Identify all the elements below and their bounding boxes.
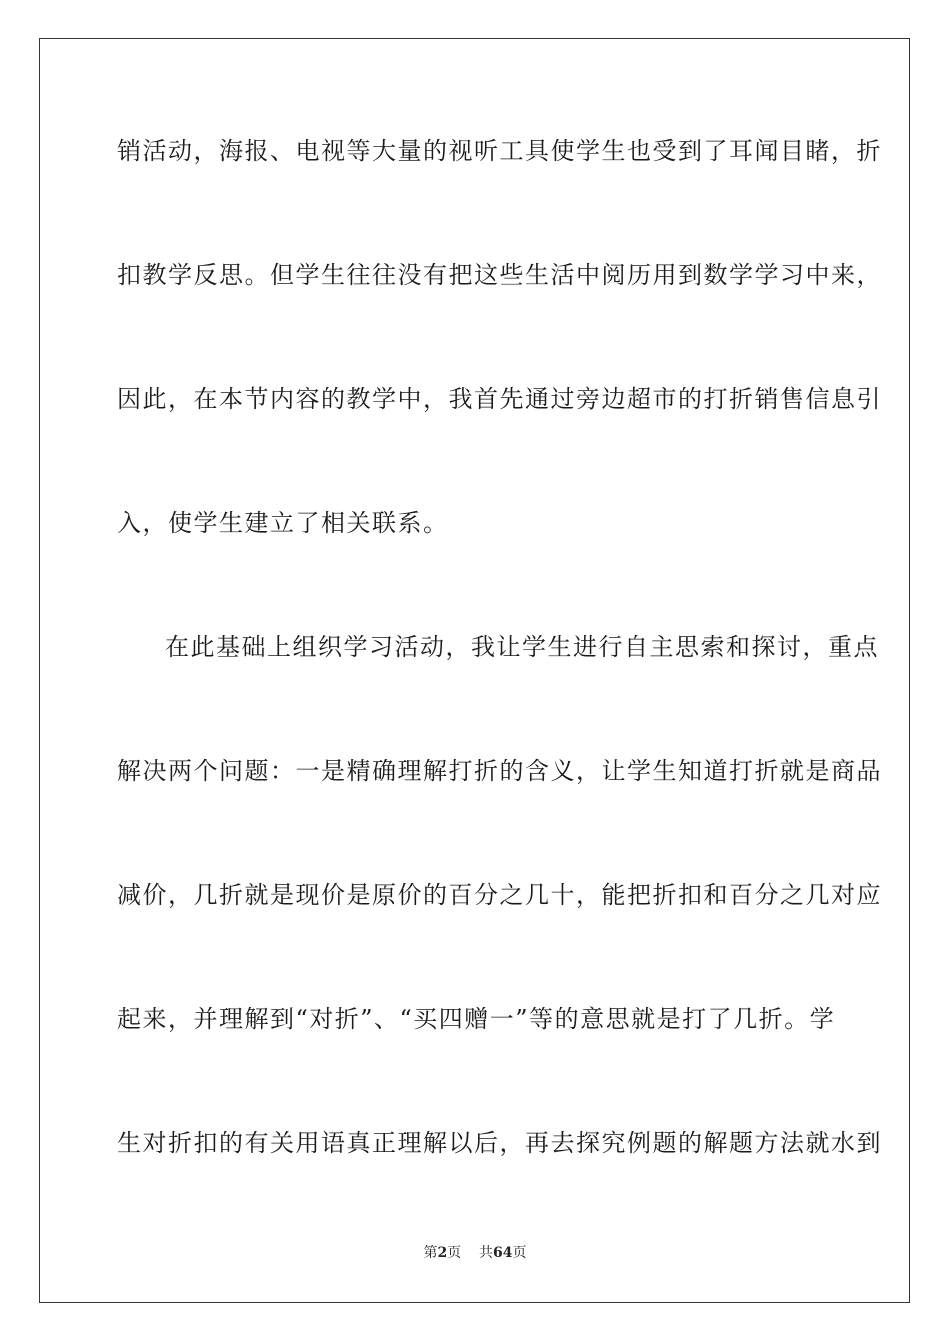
text-line: 减价，几折就是现价是原价的百分之几十，能把折扣和百分之几对应 bbox=[117, 881, 882, 909]
page-suffix: 页 bbox=[447, 1245, 462, 1261]
text-line: 入，使学生建立了相关联系。 bbox=[117, 509, 449, 537]
text-line: 解决两个问题：一是精确理解打折的含义，让学生知道打折就是商品 bbox=[117, 757, 882, 785]
total-prefix: 共 bbox=[479, 1245, 494, 1261]
text-line: 起来，并理解到“对折”、“买四赠一”等的意思就是打了几折。学 bbox=[117, 1005, 836, 1033]
text-line: 销活动，海报、电视等大量的视听工具使学生也受到了耳闻目睹，折 bbox=[117, 137, 882, 165]
text-line: 因此，在本节内容的教学中，我首先通过旁边超市的打折销售信息引 bbox=[117, 385, 882, 413]
page-footer bbox=[0, 1244, 950, 1262]
page-number: 2 bbox=[437, 1245, 448, 1261]
text-line: 生对折扣的有关用语真正理解以后，再去探究例题的解题方法就水到 bbox=[117, 1129, 882, 1157]
text-line: 扣教学反思。但学生往往没有把这些生活中阅历用到数学学习中来， bbox=[117, 261, 882, 289]
paragraph-first-line: 在此基础上组织学习活动，我让学生进行自主思索和探讨，重点 bbox=[165, 633, 879, 661]
page-prefix: 第 bbox=[423, 1245, 438, 1261]
total-pages: 64 bbox=[493, 1245, 513, 1261]
total-suffix: 页 bbox=[512, 1245, 527, 1261]
page-border bbox=[39, 38, 910, 1303]
